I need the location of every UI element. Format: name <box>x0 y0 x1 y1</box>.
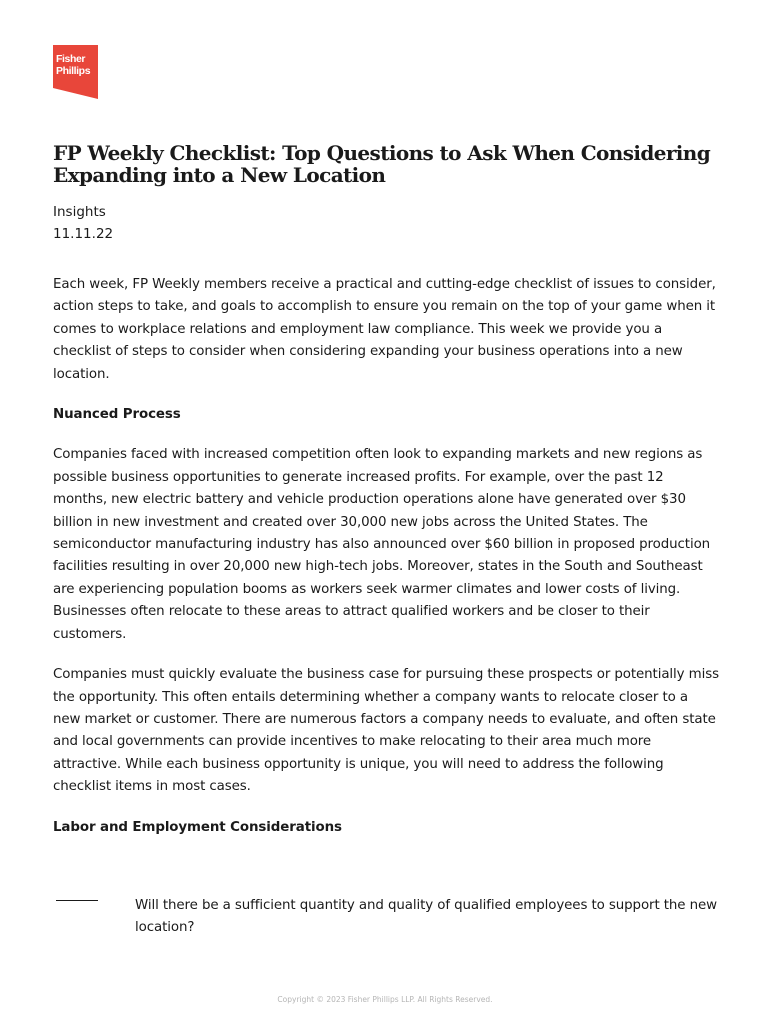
checklist-blank-line <box>56 900 98 901</box>
svg-text:Fisher: Fisher <box>56 53 86 65</box>
article-meta <box>53 201 113 245</box>
article-category: Insights <box>53 204 106 220</box>
section-heading-labor-employment: Labor and Employment Considerations <box>53 819 342 835</box>
article-date: 11.11.22 <box>53 226 114 242</box>
checklist-item: Will there be a sufficient quantity and quality of qualified employees to support the new location? <box>135 898 717 936</box>
body-paragraph: Companies faced with increased competition often look to expanding markets and new regions as possible business opportunities to generate increased profits. For example, over the past 12 months, new electric battery and vehicle production operations alone have generated over $30 billion in new investment and created over 30,000 new jobs across the United States. The semiconductor manufacturing industry has also announced over $60 billion in proposed production facilities resulting in over 20,000 new high-tech jobs. Moreover, states in the South and Southeast are experiencing population booms as workers seek warmer climates and lower costs of living. Businesses often relocate to these areas to attract qualified workers and be closer to their customers. <box>53 447 711 642</box>
svg-text:Phillips: Phillips <box>56 65 91 77</box>
fisher-phillips-logo <box>53 45 98 99</box>
page-title: FP Weekly Checklist: Top Questions to Ask When Considering Expanding into a New Location <box>53 141 711 187</box>
intro-paragraph: Each week, FP Weekly members receive a practical and cutting-edge checklist of issues to consider, action steps to take, and goals to accomplish to ensure you remain on the top of your game when it comes to workplace relations and employment law compliance. This week we provide you a checklist of steps to consider when considering expanding your business operations into a new location. <box>53 277 716 382</box>
body-paragraph: Companies must quickly evaluate the business case for pursuing these prospects or potentially miss the opportunity. This often entails determining whether a company wants to relocate closer to a new market or customer. There are numerous factors a company needs to evaluate, and often state and local governments can provide incentives to make relocating to their area much more attractive. While each business opportunity is unique, you will need to address the following checklist items in most cases. <box>53 667 719 795</box>
section-heading-nuanced-process: Nuanced Process <box>53 407 181 423</box>
article-body <box>53 274 719 857</box>
copyright-footer: Copyright © 2023 Fisher Phillips LLP. All Rights Reserved. <box>277 995 493 1004</box>
